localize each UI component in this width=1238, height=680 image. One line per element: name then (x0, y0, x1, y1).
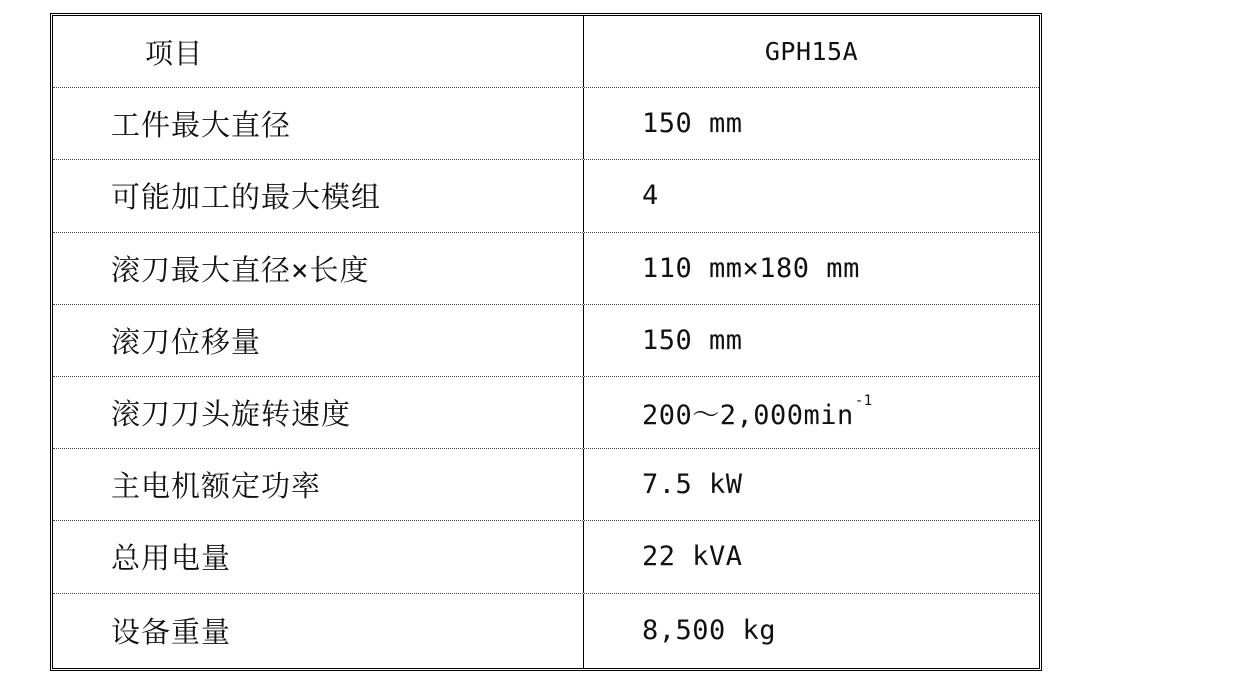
row-value: 4 (642, 180, 659, 212)
row-label: 主电机额定功率 (53, 449, 584, 520)
spec-table (50, 13, 1042, 671)
row-value-text: 200～2,000min (642, 400, 854, 432)
row-label: 总用电量 (53, 521, 584, 592)
table-row (53, 160, 1039, 232)
row-value: 110 mm×180 mm (642, 252, 860, 284)
table-header-row (53, 16, 1039, 88)
row-label: 滚刀最大直径×长度 (53, 233, 584, 304)
row-label: 可能加工的最大模组 (53, 160, 584, 231)
header-label-cell: 项目 (53, 16, 584, 87)
table-row (53, 377, 1039, 449)
row-value-superscript: -1 (854, 392, 873, 409)
table-row (53, 233, 1039, 305)
row-value (584, 377, 1039, 448)
table-row (53, 521, 1039, 593)
row-value: 150 mm (642, 324, 743, 356)
table-row (53, 449, 1039, 521)
header-value-cell: GPH15A (764, 37, 859, 67)
table-row (53, 88, 1039, 160)
table-row (53, 594, 1039, 669)
row-label: 设备重量 (53, 594, 584, 669)
table-row (53, 305, 1039, 377)
row-label: 滚刀刀头旋转速度 (53, 377, 584, 448)
row-value: 150 mm (642, 108, 743, 140)
row-label: 工件最大直径 (53, 88, 584, 159)
row-value: 7.5 kW (642, 469, 743, 501)
row-value: 22 kVA (642, 541, 743, 573)
row-value: 8,500 kg (642, 615, 777, 647)
row-label: 滚刀位移量 (53, 305, 584, 376)
